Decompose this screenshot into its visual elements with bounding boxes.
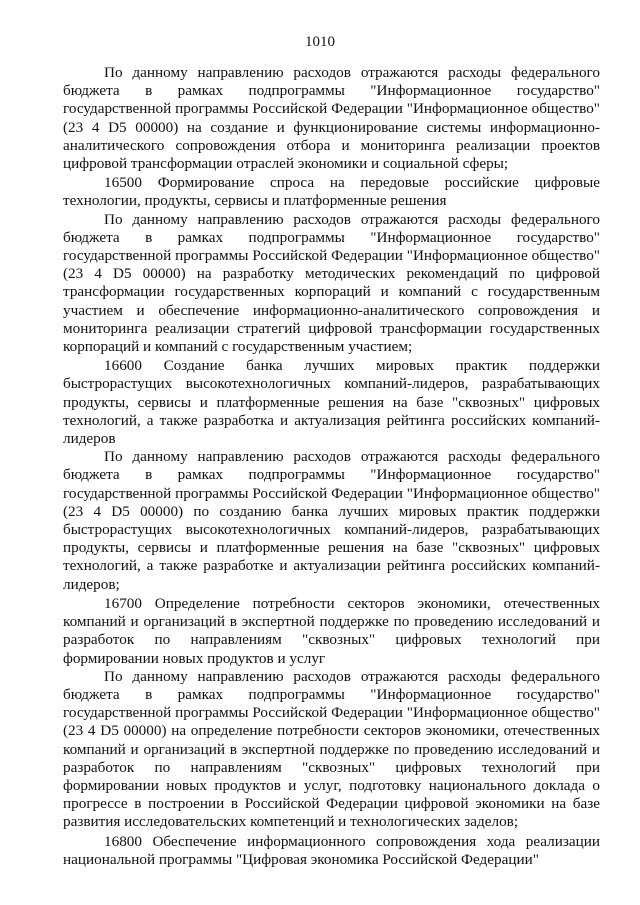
paragraph-body: По данному направлению расходов отражаются расходы федерального бюджета в рамках подпрограммы "Информационное государство" государственной программы Российской Федерации "Информационное общество" (23 4 D5 00000) по созданию банка лучших мировых практик поддержки быстрорастущих высокотехнологичных компаний-лидеров, разрабатывающих продукты, сервисы и платформенные решения на базе "сквозных" цифровых технологий, а также разработке и актуализации рейтинга российских компаний-лидеров;	[63, 448, 600, 593]
document-body	[63, 64, 600, 869]
page-number: 1010	[305, 34, 335, 50]
paragraph-heading: 16600 Создание банка лучших мировых практик поддержки быстрорастущих высокотехнологичных компаний-лидеров, разрабатывающих продукты, сервисы и платформенные решения на базе "сквозных" цифровых технологий, а также разработка и актуализация рейтинга российских компаний-лидеров	[63, 357, 600, 448]
paragraph-body: По данному направлению расходов отражаются расходы федерального бюджета в рамках подпрограммы "Информационное государство" государственной программы Российской Федерации "Информационное общество" (23 4 D5 00000) на создание и функционирование системы информационно-аналитического сопровождения отбора и мониторинга реализации проектов цифровой трансформации отраслей экономики и социальной сферы;	[63, 64, 600, 173]
paragraph-heading: 16800 Обеспечение информационного сопровождения хода реализации национальной программы "Цифровая экономика Российской Федерации"	[63, 832, 600, 868]
paragraph-heading: 16500 Формирование спроса на передовые российские цифровые технологии, продукты, сервисы и платформенные решения	[63, 174, 600, 210]
paragraph-heading: 16700 Определение потребности секторов экономики, отечественных компаний и организаций в экспертной поддержке по проведению исследований и разработок по направлениям "сквозных" цифровых технологий при формировании новых продуктов и услуг	[63, 594, 600, 667]
paragraph-body: По данному направлению расходов отражаются расходы федерального бюджета в рамках подпрограммы "Информационное государство" государственной программы Российской Федерации "Информационное общество" (23 4 D5 00000) на определение потребности секторов экономики, отечественных компаний и организаций в экспертной поддержке по проведению исследований и разработок по направлениям "сквозных" цифровых технологий при формировании новых продуктов и услуг, подготовку национального доклада о прогрессе в построении в Российской Федерации цифровой экономики на базе развития исследовательских компетенций и технологических заделов;	[63, 667, 600, 831]
paragraph-body: По данному направлению расходов отражаются расходы федерального бюджета в рамках подпрограммы "Информационное государство" государственной программы Российской Федерации "Информационное общество" (23 4 D5 00000) на разработку методических рекомендаций по цифровой трансформации государственных корпораций и компаний с государственным участием и обеспечение информационно-аналитического сопровождения и мониторинга реализации стратегий цифровой трансформации государственных корпораций и компаний с государственным участием;	[63, 210, 600, 356]
